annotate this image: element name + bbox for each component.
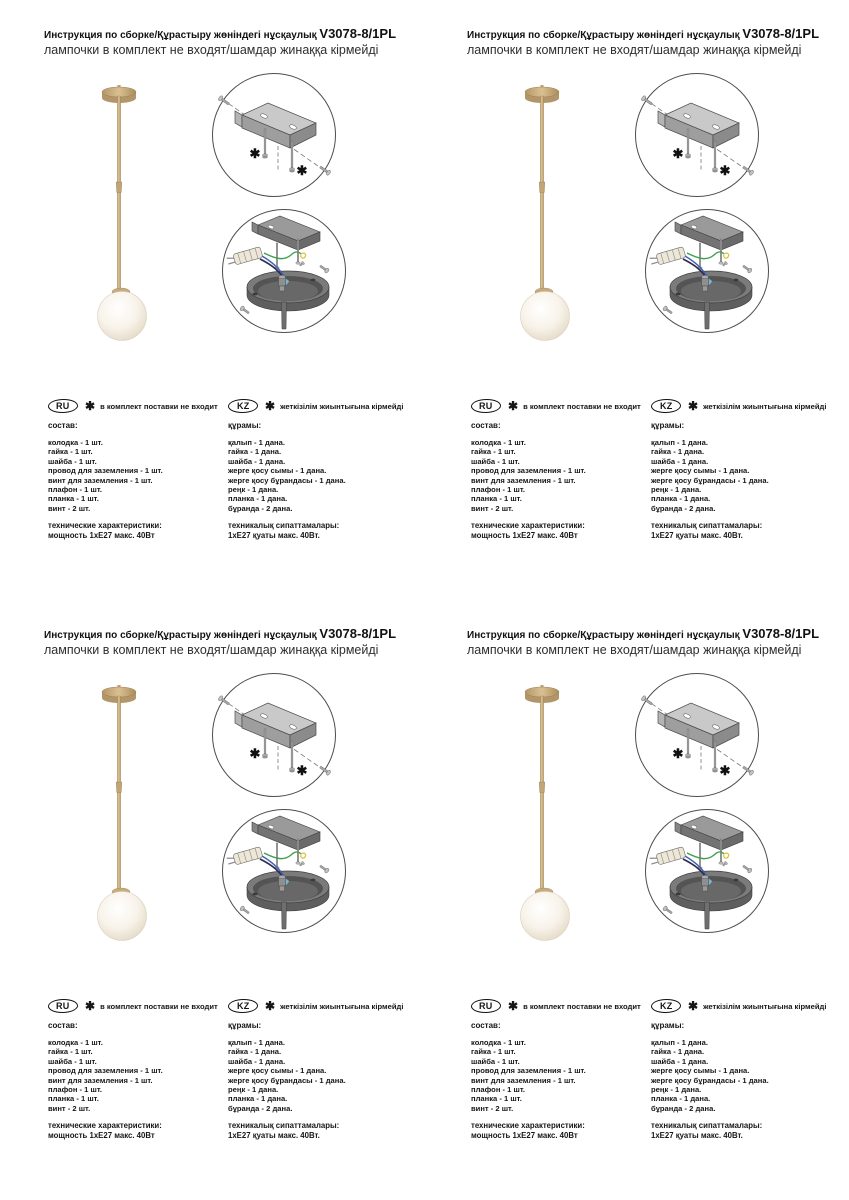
canopy-wiring-diagram xyxy=(216,203,352,339)
tech-specs-title: технические характеристики: xyxy=(471,1121,585,1131)
lamp-rod xyxy=(282,302,287,329)
tech-specs-value: 1хЕ27 қуаты макс. 40Вт. xyxy=(651,530,743,540)
kz-parts-section xyxy=(651,999,829,1140)
part-item: винт - 2 шт. xyxy=(48,1103,91,1113)
part-item: гайка - 1 шт. xyxy=(48,447,93,457)
tech-specs xyxy=(48,1121,226,1140)
part-item: қалып - 1 дана. xyxy=(651,1038,708,1047)
bracket-mounting-diagram xyxy=(631,669,763,801)
card-header xyxy=(467,627,847,658)
parts-list-heading: құрамы: xyxy=(228,421,262,430)
instruction-card xyxy=(467,27,847,599)
ru-badge-row xyxy=(48,999,226,1013)
part-item: реңк - 1 дана. xyxy=(228,485,279,495)
part-item: планка - 1 дана. xyxy=(651,494,711,504)
tech-specs-title: техникалық сипаттамалары: xyxy=(651,521,763,531)
part-item: планка - 1 дана. xyxy=(228,494,288,504)
parts-list-heading: состав: xyxy=(471,421,501,430)
kz-badge: KZ xyxy=(650,999,681,1013)
part-item: жерге қосу сымы - 1 дана. xyxy=(651,466,750,476)
not-included-note: в комплект поставки не входит xyxy=(523,401,641,411)
rod-joint xyxy=(539,782,545,793)
tech-specs xyxy=(228,521,406,540)
tech-specs-value: мощность 1хЕ27 макс. 40Вт xyxy=(48,530,155,540)
ru-badge-row xyxy=(471,999,649,1013)
canopy-wiring-diagram xyxy=(216,803,352,939)
rod-joint xyxy=(116,182,122,193)
part-item: планка - 1 шт. xyxy=(471,494,522,504)
kz-badge-row xyxy=(651,399,829,413)
tech-specs xyxy=(228,1121,406,1140)
part-item: реңк - 1 дана. xyxy=(651,1085,702,1095)
part-item: колодка - 1 шт. xyxy=(471,438,526,447)
tech-specs-title: техникалық сипаттамалары: xyxy=(651,1121,763,1131)
part-item: жерге қосу бұрандасы - 1 дана. xyxy=(651,475,769,485)
canopy-wiring-diagram xyxy=(639,803,775,939)
instruction-card xyxy=(467,627,847,1199)
tech-specs xyxy=(471,521,649,540)
asterisk-icon: ✱ xyxy=(249,746,261,761)
part-item: шайба - 1 шт. xyxy=(48,1056,97,1066)
subtitle: лампочки в комплект не входят/шамдар жинаққа кірмейді xyxy=(44,43,379,57)
part-item: гайка - 1 дана. xyxy=(228,1047,282,1057)
card-header xyxy=(467,27,847,58)
asterisk-icon: ✱ xyxy=(719,163,731,178)
ru-badge: RU xyxy=(47,999,78,1013)
not-included-note: в комплект поставки не входит xyxy=(100,1001,218,1011)
subtitle: лампочки в комплект не входят/шамдар жинаққа кірмейді xyxy=(467,43,802,57)
tech-specs-title: технические характеристики: xyxy=(48,521,162,531)
kz-parts-section xyxy=(228,999,406,1140)
part-item: гайка - 1 шт. xyxy=(471,447,516,457)
part-item: шайба - 1 дана. xyxy=(228,456,286,466)
part-item: винт - 2 шт. xyxy=(471,503,514,513)
part-item: плафон - 1 шт. xyxy=(471,485,525,495)
title-text: Инструкция по сборке/Құрастыру жөніндегі нұсқаулық xyxy=(467,630,743,641)
parts-list xyxy=(228,1038,406,1113)
part-item: жерге қосу сымы - 1 дана. xyxy=(228,466,327,476)
part-item: бұранда - 2 дана. xyxy=(228,503,293,513)
part-item: винт - 2 шт. xyxy=(471,1103,514,1113)
asterisk-icon: ✱ xyxy=(688,999,699,1013)
asterisk-icon: ✱ xyxy=(85,399,96,413)
ru-badge: RU xyxy=(470,399,501,413)
tech-specs xyxy=(651,521,829,540)
parts-list xyxy=(48,438,226,513)
ru-parts-section xyxy=(471,999,649,1140)
tech-specs xyxy=(471,1121,649,1140)
title-text: Инструкция по сборке/Құрастыру жөніндегі нұсқаулық xyxy=(44,630,320,641)
subtitle: лампочки в комплект не входят/шамдар жинаққа кірмейді xyxy=(44,643,379,657)
part-item: плафон - 1 шт. xyxy=(471,1085,525,1095)
parts-list-heading: состав: xyxy=(471,1021,501,1030)
tech-specs-title: технические характеристики: xyxy=(471,521,585,531)
model-number: V3078-8/1PL xyxy=(319,626,397,641)
part-item: бұранда - 2 дана. xyxy=(228,1103,293,1113)
part-item: жерге қосу бұрандасы - 1 дана. xyxy=(228,475,346,485)
kz-badge-row xyxy=(228,999,406,1013)
page-title xyxy=(467,27,847,43)
page-title xyxy=(44,27,424,43)
canopy-wiring-diagram xyxy=(639,203,775,339)
title-text: Инструкция по сборке/Құрастыру жөніндегі нұсқаулық xyxy=(44,30,320,41)
part-item: гайка - 1 дана. xyxy=(651,447,705,457)
tech-specs-value: 1хЕ27 қуаты макс. 40Вт. xyxy=(651,1130,743,1140)
asterisk-icon: ✱ xyxy=(296,763,308,778)
part-item: гайка - 1 дана. xyxy=(651,1047,705,1057)
tech-specs-value: мощность 1хЕ27 макс. 40Вт xyxy=(48,1130,155,1140)
part-item: винт для заземления - 1 шт. xyxy=(471,475,576,485)
lamp-rod xyxy=(282,902,287,929)
page-title xyxy=(467,627,847,643)
part-item: плафон - 1 шт. xyxy=(48,485,102,495)
kz-parts-section xyxy=(228,399,406,540)
part-item: гайка - 1 шт. xyxy=(48,1047,93,1057)
not-included-note: жеткізілім жиынтығына кірмейді xyxy=(703,401,827,411)
part-item: колодка - 1 шт. xyxy=(48,438,103,447)
not-included-note: жеткізілім жиынтығына кірмейді xyxy=(280,1001,404,1011)
asterisk-icon: ✱ xyxy=(265,399,276,413)
kz-badge: KZ xyxy=(227,399,258,413)
glass-globe xyxy=(98,292,147,341)
bracket-mounting-diagram xyxy=(208,669,340,801)
instruction-card xyxy=(44,627,424,1199)
ru-badge: RU xyxy=(47,399,78,413)
part-item: шайба - 1 шт. xyxy=(48,456,97,466)
part-item: планка - 1 шт. xyxy=(48,1094,99,1104)
asterisk-icon: ✱ xyxy=(508,399,519,413)
parts-list xyxy=(471,1038,649,1113)
part-item: шайба - 1 дана. xyxy=(228,1056,286,1066)
parts-list-heading: құрамы: xyxy=(651,421,685,430)
pendant-lamp-illustration xyxy=(495,682,605,952)
part-item: жерге қосу бұрандасы - 1 дана. xyxy=(651,1075,769,1085)
card-header xyxy=(44,27,424,58)
pendant-lamp-illustration xyxy=(72,682,182,952)
ru-badge-row xyxy=(471,399,649,413)
not-included-note: в комплект поставки не входит xyxy=(523,1001,641,1011)
part-item: шайба - 1 шт. xyxy=(471,456,520,466)
part-item: шайба - 1 дана. xyxy=(651,1056,709,1066)
tech-specs-value: мощность 1хЕ27 макс. 40Вт xyxy=(471,1130,578,1140)
lamp-rod xyxy=(705,302,710,329)
parts-list-heading: құрамы: xyxy=(651,1021,685,1030)
glass-globe xyxy=(98,892,147,941)
part-item: колодка - 1 шт. xyxy=(471,1038,526,1047)
subtitle: лампочки в комплект не входят/шамдар жинаққа кірмейді xyxy=(467,643,802,657)
part-item: колодка - 1 шт. xyxy=(48,1038,103,1047)
not-included-note: в комплект поставки не входит xyxy=(100,401,218,411)
asterisk-icon: ✱ xyxy=(688,399,699,413)
asterisk-icon: ✱ xyxy=(296,163,308,178)
tech-specs-title: техникалық сипаттамалары: xyxy=(228,521,340,531)
tech-specs-value: мощность 1хЕ27 макс. 40Вт xyxy=(471,530,578,540)
not-included-note: жеткізілім жиынтығына кірмейді xyxy=(703,1001,827,1011)
page-title xyxy=(44,627,424,643)
tech-specs xyxy=(48,521,226,540)
instruction-card xyxy=(44,27,424,599)
bracket-mounting-diagram xyxy=(631,69,763,201)
part-item: плафон - 1 шт. xyxy=(48,1085,102,1095)
model-number: V3078-8/1PL xyxy=(319,26,397,41)
tech-specs-title: техникалық сипаттамалары: xyxy=(228,1121,340,1131)
part-item: шайба - 1 шт. xyxy=(471,1056,520,1066)
part-item: планка - 1 шт. xyxy=(471,1094,522,1104)
tech-specs-value: 1хЕ27 қуаты макс. 40Вт. xyxy=(228,530,320,540)
parts-list xyxy=(228,438,406,513)
part-item: гайка - 1 дана. xyxy=(228,447,282,457)
title-text: Инструкция по сборке/Құрастыру жөніндегі нұсқаулық xyxy=(467,30,743,41)
bracket-mounting-diagram xyxy=(208,69,340,201)
ru-badge: RU xyxy=(470,999,501,1013)
part-item: провод для заземления - 1 шт. xyxy=(471,1066,586,1076)
part-item: қалып - 1 дана. xyxy=(228,438,285,447)
parts-list-heading: состав: xyxy=(48,421,78,430)
part-item: бұранда - 2 дана. xyxy=(651,503,716,513)
tech-specs xyxy=(651,1121,829,1140)
tech-specs-title: технические характеристики: xyxy=(48,1121,162,1131)
part-item: бұранда - 2 дана. xyxy=(651,1103,716,1113)
kz-parts-section xyxy=(651,399,829,540)
parts-list xyxy=(48,1038,226,1113)
part-item: жерге қосу сымы - 1 дана. xyxy=(228,1066,327,1076)
kz-badge: KZ xyxy=(227,999,258,1013)
kz-badge-row xyxy=(228,399,406,413)
model-number: V3078-8/1PL xyxy=(742,26,820,41)
parts-list xyxy=(651,438,829,513)
asterisk-icon: ✱ xyxy=(672,146,684,161)
parts-list xyxy=(651,1038,829,1113)
ru-parts-section xyxy=(471,399,649,540)
part-item: планка - 1 шт. xyxy=(48,494,99,504)
part-item: реңк - 1 дана. xyxy=(228,1085,279,1095)
glass-globe xyxy=(521,892,570,941)
card-header xyxy=(44,627,424,658)
model-number: V3078-8/1PL xyxy=(742,626,820,641)
ru-parts-section xyxy=(48,399,226,540)
asterisk-icon: ✱ xyxy=(672,746,684,761)
ru-parts-section xyxy=(48,999,226,1140)
asterisk-icon: ✱ xyxy=(719,763,731,778)
pendant-lamp-illustration xyxy=(72,82,182,352)
part-item: провод для заземления - 1 шт. xyxy=(48,1066,163,1076)
part-item: винт для заземления - 1 шт. xyxy=(48,1075,153,1085)
part-item: қалып - 1 дана. xyxy=(651,438,708,447)
parts-list-heading: құрамы: xyxy=(228,1021,262,1030)
part-item: қалып - 1 дана. xyxy=(228,1038,285,1047)
rod-joint xyxy=(116,782,122,793)
part-item: шайба - 1 дана. xyxy=(651,456,709,466)
part-item: жерге қосу сымы - 1 дана. xyxy=(651,1066,750,1076)
not-included-note: жеткізілім жиынтығына кірмейді xyxy=(280,401,404,411)
part-item: винт для заземления - 1 шт. xyxy=(48,475,153,485)
lamp-rod xyxy=(705,902,710,929)
asterisk-icon: ✱ xyxy=(265,999,276,1013)
asterisk-icon: ✱ xyxy=(249,146,261,161)
tech-specs-value: 1хЕ27 қуаты макс. 40Вт. xyxy=(228,1130,320,1140)
rod-joint xyxy=(539,182,545,193)
part-item: винт для заземления - 1 шт. xyxy=(471,1075,576,1085)
kz-badge-row xyxy=(651,999,829,1013)
part-item: провод для заземления - 1 шт. xyxy=(471,466,586,476)
parts-list xyxy=(471,438,649,513)
parts-list-heading: состав: xyxy=(48,1021,78,1030)
asterisk-icon: ✱ xyxy=(508,999,519,1013)
part-item: жерге қосу бұрандасы - 1 дана. xyxy=(228,1075,346,1085)
part-item: гайка - 1 шт. xyxy=(471,1047,516,1057)
asterisk-icon: ✱ xyxy=(85,999,96,1013)
part-item: планка - 1 дана. xyxy=(228,1094,288,1104)
glass-globe xyxy=(521,292,570,341)
part-item: провод для заземления - 1 шт. xyxy=(48,466,163,476)
part-item: винт - 2 шт. xyxy=(48,503,91,513)
kz-badge: KZ xyxy=(650,399,681,413)
part-item: реңк - 1 дана. xyxy=(651,485,702,495)
ru-badge-row xyxy=(48,399,226,413)
part-item: планка - 1 дана. xyxy=(651,1094,711,1104)
pendant-lamp-illustration xyxy=(495,82,605,352)
